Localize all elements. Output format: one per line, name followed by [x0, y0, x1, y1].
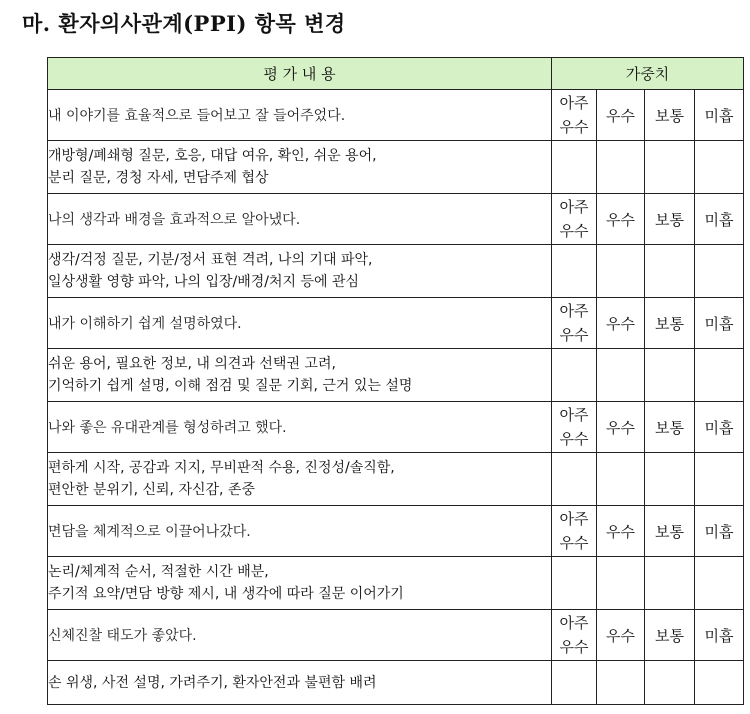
evaluation-detail [48, 453, 552, 506]
evaluation-item: 신체진찰 태도가 좋았다. [48, 610, 552, 661]
rating-excellent-bottom: 우수 [559, 638, 589, 656]
detail-line: 손 위생, 사전 설명, 가려주기, 환자안전과 불편함 배려 [48, 674, 377, 691]
empty-cell [695, 245, 744, 298]
evaluation-item: 나와 좋은 유대관계를 형성하려고 했다. [48, 402, 552, 453]
empty-cell [645, 557, 695, 610]
evaluation-detail [48, 245, 552, 298]
detail-line: 분리 질문, 경청 자세, 면담주제 협상 [48, 170, 269, 186]
rating-average: 보통 [645, 610, 695, 661]
empty-cell [695, 557, 744, 610]
empty-cell [645, 349, 695, 402]
rating-excellent-bottom: 우수 [559, 118, 589, 136]
evaluation-item: 나의 생각과 배경을 효과적으로 알아냈다. [48, 194, 552, 245]
rating-excellent [552, 298, 597, 349]
empty-cell [597, 141, 645, 194]
header-weight: 가중치 [552, 58, 744, 90]
empty-cell [645, 245, 695, 298]
rating-excellent-top: 아주 [559, 614, 589, 632]
detail-row [48, 661, 744, 705]
rating-average: 보통 [645, 506, 695, 557]
empty-cell [695, 141, 744, 194]
detail-row [48, 141, 744, 194]
empty-cell [597, 349, 645, 402]
rating-excellent-bottom: 우수 [559, 430, 589, 448]
evaluation-detail [48, 557, 552, 610]
detail-line: 기억하기 쉽게 설명, 이해 점검 및 질문 기회, 근거 있는 설명 [48, 378, 413, 394]
rating-excellent [552, 194, 597, 245]
rating-poor: 미흡 [695, 90, 744, 141]
rating-average: 보통 [645, 402, 695, 453]
evaluation-item: 면담을 체계적으로 이끌어나갔다. [48, 506, 552, 557]
evaluation-item: 내가 이해하기 쉽게 설명하였다. [48, 298, 552, 349]
empty-cell [552, 141, 597, 194]
evaluation-item: 내 이야기를 효율적으로 들어보고 잘 들어주었다. [48, 90, 552, 141]
item-row [48, 298, 744, 349]
rating-excellent-top: 아주 [559, 510, 589, 528]
header-eval-content: 평 가 내 용 [48, 58, 552, 90]
rating-excellent [552, 610, 597, 661]
empty-cell [552, 245, 597, 298]
detail-row [48, 245, 744, 298]
empty-cell [597, 661, 645, 705]
evaluation-detail [48, 661, 552, 705]
empty-cell [645, 141, 695, 194]
item-row [48, 194, 744, 245]
rating-excellent-bottom: 우수 [559, 534, 589, 552]
detail-line: 주기적 요약/면담 방향 제시, 내 생각에 따라 질문 이어가기 [48, 586, 404, 602]
rating-good: 우수 [597, 298, 645, 349]
item-row [48, 610, 744, 661]
detail-row [48, 557, 744, 610]
empty-cell [597, 453, 645, 506]
rating-poor: 미흡 [695, 194, 744, 245]
detail-row [48, 453, 744, 506]
rating-excellent [552, 402, 597, 453]
empty-cell [552, 349, 597, 402]
rating-poor: 미흡 [695, 298, 744, 349]
empty-cell [597, 245, 645, 298]
empty-cell [645, 661, 695, 705]
table-header-row [48, 58, 744, 90]
rating-good: 우수 [597, 506, 645, 557]
detail-row [48, 349, 744, 402]
empty-cell [552, 453, 597, 506]
empty-cell [597, 557, 645, 610]
rating-excellent [552, 506, 597, 557]
rating-excellent-top: 아주 [559, 302, 589, 320]
empty-cell [645, 453, 695, 506]
detail-line: 논리/체계적 순서, 적절한 시간 배분, [48, 564, 269, 580]
detail-line: 개방형/폐쇄형 질문, 호응, 대답 여유, 확인, 쉬운 용어, [48, 148, 377, 164]
item-row [48, 402, 744, 453]
ppi-evaluation-table [47, 57, 744, 705]
detail-line: 편안한 분위기, 신뢰, 자신감, 존중 [48, 482, 255, 498]
empty-cell [695, 661, 744, 705]
rating-excellent-top: 아주 [559, 198, 589, 216]
rating-excellent-bottom: 우수 [559, 222, 589, 240]
rating-good: 우수 [597, 402, 645, 453]
detail-line: 일상생활 영향 파악, 나의 입장/배경/처지 등에 관심 [48, 274, 360, 290]
empty-cell [695, 453, 744, 506]
rating-poor: 미흡 [695, 402, 744, 453]
rating-average: 보통 [645, 298, 695, 349]
rating-average: 보통 [645, 90, 695, 141]
evaluation-detail [48, 349, 552, 402]
detail-line: 편하게 시작, 공감과 지지, 무비판적 수용, 진정성/솔직함, [48, 460, 395, 476]
detail-line: 생각/걱정 질문, 기분/정서 표현 격려, 나의 기대 파악, [48, 252, 373, 268]
rating-excellent-top: 아주 [559, 406, 589, 424]
empty-cell [552, 661, 597, 705]
section-heading: 마. 환자의사관계(PPI) 항목 변경 [22, 11, 346, 36]
detail-line: 쉬운 용어, 필요한 정보, 내 의견과 선택권 고려, [48, 356, 336, 372]
empty-cell [695, 349, 744, 402]
item-row [48, 506, 744, 557]
rating-excellent-top: 아주 [559, 94, 589, 112]
empty-cell [552, 557, 597, 610]
evaluation-detail [48, 141, 552, 194]
rating-good: 우수 [597, 90, 645, 141]
rating-excellent [552, 90, 597, 141]
rating-good: 우수 [597, 194, 645, 245]
item-row [48, 90, 744, 141]
rating-poor: 미흡 [695, 506, 744, 557]
rating-average: 보통 [645, 194, 695, 245]
rating-good: 우수 [597, 610, 645, 661]
rating-excellent-bottom: 우수 [559, 326, 589, 344]
rating-poor: 미흡 [695, 610, 744, 661]
